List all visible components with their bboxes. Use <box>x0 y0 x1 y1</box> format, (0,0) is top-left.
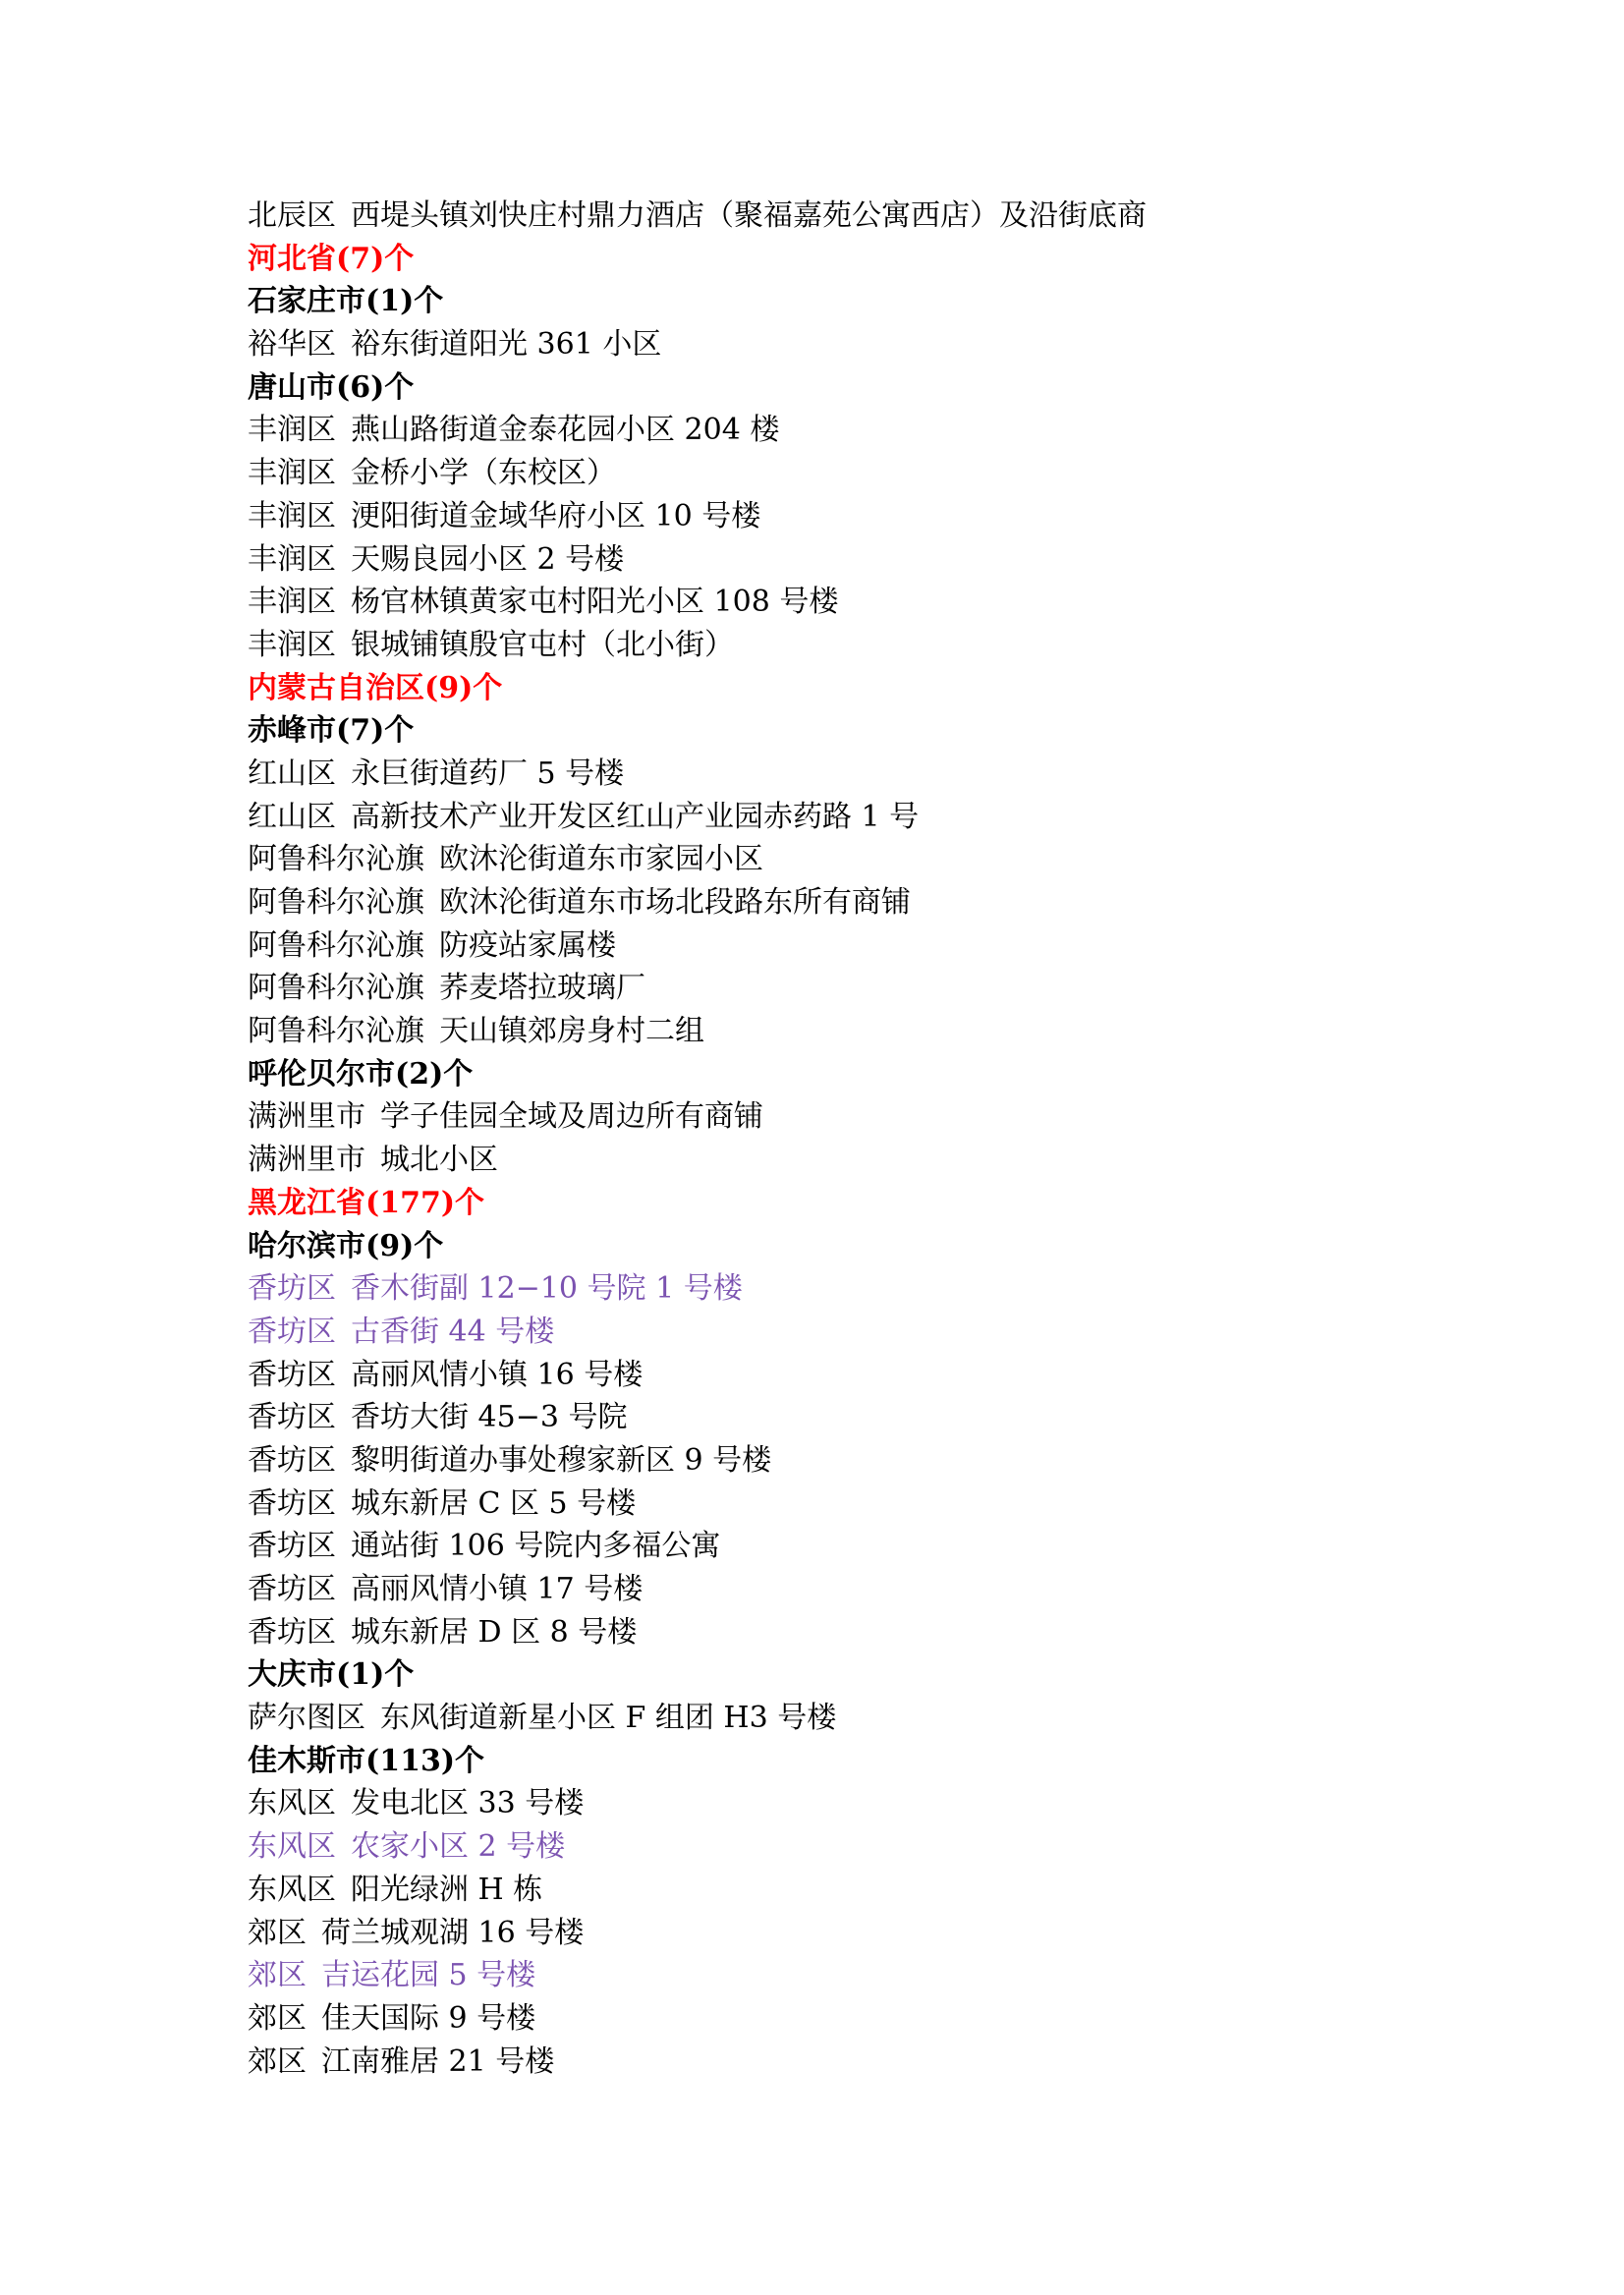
address-entry <box>248 323 1525 366</box>
address-text: 欧沐沦街道东市家园小区 <box>439 842 763 877</box>
district-name: 满洲里市 <box>248 1099 365 1135</box>
address-text: 银城铺镇殷官屯村（北小街） <box>351 627 734 662</box>
address-text: 香坊大街 45−3 号院 <box>351 1400 628 1435</box>
city-heading: 赤峰市(7)个 <box>248 713 415 749</box>
address-text: 古香街 44 号楼 <box>351 1314 555 1349</box>
address-text: 香木街副 12−10 号院 1 号楼 <box>351 1271 743 1307</box>
address-entry <box>248 881 1525 924</box>
city-heading: 石家庄市(1)个 <box>248 284 444 319</box>
address-text: 城东新居 C 区 5 号楼 <box>351 1485 637 1521</box>
address-entry <box>248 538 1525 582</box>
district-name: 阿鲁科尔沁旗 <box>248 842 424 877</box>
district-name: 香坊区 <box>248 1442 336 1478</box>
address-text: 燕山路街道金泰花园小区 204 楼 <box>351 413 780 448</box>
address-entry <box>248 1825 1525 1869</box>
address-text: 城北小区 <box>380 1143 498 1178</box>
district-name: 红山区 <box>248 799 336 834</box>
province-heading: 内蒙古自治区(9)个 <box>248 670 503 705</box>
address-entry <box>248 1869 1525 1912</box>
city-heading: 哈尔滨市(9)个 <box>248 1228 444 1263</box>
address-entry <box>248 1483 1525 1526</box>
address-text: 天赐良园小区 2 号楼 <box>351 541 625 577</box>
address-entry <box>248 1267 1525 1311</box>
address-text: 天山镇郊房身村二组 <box>439 1014 704 1049</box>
district-name: 香坊区 <box>248 1357 336 1392</box>
province-heading: 黑龙江省(177)个 <box>248 1185 485 1220</box>
district-name: 香坊区 <box>248 1529 336 1564</box>
district-name: 阿鲁科尔沁旗 <box>248 885 424 920</box>
address-entry <box>248 452 1525 495</box>
address-entry <box>248 409 1525 452</box>
address-entry <box>248 1997 1525 2041</box>
district-name: 郊区 <box>248 1915 307 1950</box>
address-entry <box>248 924 1525 968</box>
address-text: 发电北区 33 号楼 <box>351 1786 585 1821</box>
address-entry <box>248 1912 1525 1955</box>
district-name: 满洲里市 <box>248 1143 365 1178</box>
address-entry <box>248 838 1525 881</box>
address-entry <box>248 624 1525 667</box>
address-entry <box>248 1439 1525 1483</box>
address-text: 欧沐沦街道东市场北段路东所有商铺 <box>439 885 911 920</box>
district-name: 东风区 <box>248 1829 336 1865</box>
address-text: 高新技术产业开发区红山产业园赤药路 1 号 <box>351 799 920 834</box>
address-text: 高丽风情小镇 17 号楼 <box>351 1572 644 1606</box>
address-entry <box>248 1139 1525 1182</box>
district-name: 郊区 <box>248 2000 307 2036</box>
district-name: 北辰区 <box>248 198 336 233</box>
district-name: 香坊区 <box>248 1485 336 1521</box>
address-entry <box>248 1954 1525 1997</box>
province-heading: 河北省(7)个 <box>248 241 415 276</box>
district-name: 丰润区 <box>248 413 336 448</box>
address-entry <box>248 1010 1525 1053</box>
address-text: 吉运花园 5 号楼 <box>321 1958 536 1993</box>
district-name: 香坊区 <box>248 1400 336 1435</box>
district-name: 萨尔图区 <box>248 1701 365 1736</box>
address-text: 城东新居 D 区 8 号楼 <box>351 1614 638 1650</box>
district-name: 东风区 <box>248 1786 336 1821</box>
address-text: 荞麦塔拉玻璃厂 <box>439 971 645 1006</box>
address-entry <box>248 1697 1525 1740</box>
address-entry <box>248 581 1525 624</box>
address-text: 西堤头镇刘快庄村鼎力酒店（聚福嘉苑公寓西店）及沿街底商 <box>351 198 1147 233</box>
address-entry <box>248 1396 1525 1439</box>
address-text: 农家小区 2 号楼 <box>351 1829 566 1865</box>
district-name: 郊区 <box>248 1958 307 1993</box>
address-text: 荷兰城观湖 16 号楼 <box>321 1915 585 1950</box>
address-text: 黎明街道办事处穆家新区 9 号楼 <box>351 1442 772 1478</box>
address-text: 杨官林镇黄家屯村阳光小区 108 号楼 <box>351 585 839 620</box>
address-entry <box>248 1568 1525 1611</box>
address-entry <box>248 796 1525 839</box>
address-entry <box>248 195 1525 238</box>
address-entry <box>248 753 1525 796</box>
district-name: 丰润区 <box>248 456 336 491</box>
city-heading: 唐山市(6)个 <box>248 369 415 405</box>
district-name: 香坊区 <box>248 1572 336 1606</box>
district-name: 郊区 <box>248 2043 307 2079</box>
address-text: 阳光绿洲 H 栋 <box>351 1872 543 1907</box>
district-name: 丰润区 <box>248 585 336 620</box>
address-text: 防疫站家属楼 <box>439 927 616 963</box>
district-name: 裕华区 <box>248 327 336 363</box>
address-text: 金桥小学（东校区） <box>351 456 616 491</box>
address-entry <box>248 495 1525 538</box>
city-heading: 大庆市(1)个 <box>248 1657 415 1693</box>
district-name: 阿鲁科尔沁旗 <box>248 1014 424 1049</box>
district-name: 红山区 <box>248 756 336 791</box>
district-name: 丰润区 <box>248 627 336 662</box>
address-entry <box>248 1095 1525 1139</box>
address-entry <box>248 1525 1525 1568</box>
address-entry <box>248 1354 1525 1397</box>
district-name: 丰润区 <box>248 541 336 577</box>
address-text: 学子佳园全域及周边所有商铺 <box>380 1099 763 1135</box>
district-name: 阿鲁科尔沁旗 <box>248 971 424 1006</box>
district-name: 东风区 <box>248 1872 336 1907</box>
address-entry <box>248 967 1525 1010</box>
address-list <box>248 195 1525 2083</box>
city-heading: 佳木斯市(113)个 <box>248 1743 485 1778</box>
address-text: 佳天国际 9 号楼 <box>321 2000 536 2036</box>
district-name: 香坊区 <box>248 1314 336 1349</box>
address-text: 裕东街道阳光 361 小区 <box>351 327 662 363</box>
address-text: 通站街 106 号院内多福公寓 <box>351 1529 721 1564</box>
address-text: 浭阳街道金域华府小区 10 号楼 <box>351 498 761 533</box>
address-entry <box>248 1611 1525 1654</box>
address-text: 永巨街道药厂 5 号楼 <box>351 756 625 791</box>
district-name: 香坊区 <box>248 1614 336 1650</box>
address-entry <box>248 1311 1525 1354</box>
address-entry <box>248 2041 1525 2084</box>
city-heading: 呼伦贝尔市(2)个 <box>248 1056 474 1092</box>
address-entry <box>248 1782 1525 1825</box>
document-page <box>248 195 1525 2083</box>
address-text: 东风街道新星小区 F 组团 H3 号楼 <box>380 1701 837 1736</box>
district-name: 阿鲁科尔沁旗 <box>248 927 424 963</box>
district-name: 丰润区 <box>248 498 336 533</box>
address-text: 高丽风情小镇 16 号楼 <box>351 1357 644 1392</box>
district-name: 香坊区 <box>248 1271 336 1307</box>
address-text: 江南雅居 21 号楼 <box>321 2043 555 2079</box>
